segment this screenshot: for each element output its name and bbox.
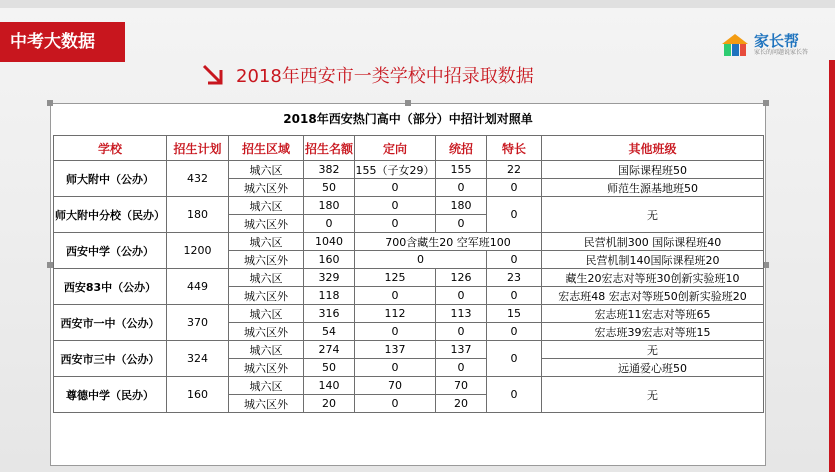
right-accent-bar	[829, 60, 835, 472]
header-special: 特长	[487, 136, 542, 161]
directed-cell: 70	[355, 377, 436, 395]
quota-cell: 50	[304, 359, 355, 377]
table-row	[54, 305, 764, 323]
other-classes-cell: 远通爱心班50	[542, 359, 764, 377]
region-cell: 城六区	[229, 341, 304, 359]
other-classes-cell: 民营机制300 国际课程班40	[542, 233, 764, 251]
unified-cell: 113	[436, 305, 487, 323]
directed-cell: 0	[355, 251, 487, 269]
quota-cell: 20	[304, 395, 355, 413]
table-title: 2018年西安热门高中（部分）中招计划对照单	[283, 112, 533, 126]
special-cell: 0	[487, 179, 542, 197]
school-name: 西安市一中（公办）	[54, 305, 167, 341]
directed-cell: 0	[355, 359, 436, 377]
school-name: 西安83中（公办）	[54, 269, 167, 305]
header-region: 招生区域	[229, 136, 304, 161]
header-school: 学校	[54, 136, 167, 161]
special-cell: 0	[487, 323, 542, 341]
directed-cell: 0	[355, 323, 436, 341]
directed-cell: 0	[355, 197, 436, 215]
plan-cell: 449	[167, 269, 229, 305]
other-classes-cell: 国际课程班50	[542, 161, 764, 179]
unified-cell: 0	[436, 359, 487, 377]
quota-cell: 180	[304, 197, 355, 215]
other-classes-cell: 无	[542, 377, 764, 413]
region-cell: 城六区	[229, 377, 304, 395]
header-plan: 招生计划	[167, 136, 229, 161]
arrow-down-right-icon	[200, 62, 226, 88]
region-cell: 城六区	[229, 305, 304, 323]
unified-cell: 20	[436, 395, 487, 413]
region-cell: 城六区	[229, 269, 304, 287]
directed-cell: 137	[355, 341, 436, 359]
other-classes-cell: 民营机制140国际课程班20	[542, 251, 764, 269]
table-row	[54, 233, 764, 251]
directed-cell: 112	[355, 305, 436, 323]
directed-cell: 0	[355, 395, 436, 413]
other-classes-cell: 宏志班48 宏志对等班50创新实验班20	[542, 287, 764, 305]
special-cell: 15	[487, 305, 542, 323]
quota-cell: 1040	[304, 233, 355, 251]
region-cell: 城六区外	[229, 251, 304, 269]
plan-cell: 370	[167, 305, 229, 341]
region-cell: 城六区外	[229, 287, 304, 305]
quota-cell: 382	[304, 161, 355, 179]
quota-cell: 0	[304, 215, 355, 233]
region-cell: 城六区外	[229, 323, 304, 341]
other-classes-cell: 宏志班39宏志对等班15	[542, 323, 764, 341]
unified-cell: 70	[436, 377, 487, 395]
plan-cell: 432	[167, 161, 229, 197]
special-cell: 0	[487, 377, 542, 413]
quota-cell: 50	[304, 179, 355, 197]
quota-cell: 140	[304, 377, 355, 395]
plan-cell: 1200	[167, 233, 229, 269]
special-cell: 0	[487, 251, 542, 269]
quota-cell: 160	[304, 251, 355, 269]
quota-cell: 118	[304, 287, 355, 305]
special-cell: 23	[487, 269, 542, 287]
quota-cell: 316	[304, 305, 355, 323]
directed-cell: 0	[355, 287, 436, 305]
directed-cell: 0	[355, 215, 436, 233]
header-other-classes: 其他班级	[542, 136, 764, 161]
table-row	[54, 197, 764, 215]
school-name: 师大附中（公办）	[54, 161, 167, 197]
house-logo-icon	[720, 32, 750, 58]
school-name: 尊德中学（民办）	[54, 377, 167, 413]
table-header-row	[54, 136, 764, 161]
other-classes-cell: 藏生20宏志对等班30创新实验班10	[542, 269, 764, 287]
plan-cell: 160	[167, 377, 229, 413]
merged-directed-cell: 700含藏生20 空军班100	[355, 233, 542, 251]
unified-cell: 0	[436, 179, 487, 197]
special-cell: 22	[487, 161, 542, 179]
region-cell: 城六区	[229, 161, 304, 179]
corner-tag: 中考大数据	[0, 22, 125, 62]
special-cell: 0	[487, 341, 542, 377]
headline	[200, 62, 534, 88]
directed-cell: 0	[355, 179, 436, 197]
region-cell: 城六区	[229, 197, 304, 215]
logo-tagline: 家长的问题说家长答	[754, 49, 809, 56]
logo	[720, 28, 808, 62]
unified-cell: 126	[436, 269, 487, 287]
admission-table	[53, 135, 764, 413]
unified-cell: 180	[436, 197, 487, 215]
resize-handle-tl[interactable]	[47, 100, 53, 106]
quota-cell: 329	[304, 269, 355, 287]
special-cell: 0	[487, 287, 542, 305]
plan-cell: 324	[167, 341, 229, 377]
school-name: 西安中学（公办）	[54, 233, 167, 269]
table-row	[54, 341, 764, 359]
plan-cell: 180	[167, 197, 229, 233]
header-unified: 统招	[436, 136, 487, 161]
region-cell: 城六区外	[229, 359, 304, 377]
region-cell: 城六区外	[229, 395, 304, 413]
header-quota: 招生名额	[304, 136, 355, 161]
region-cell: 城六区外	[229, 179, 304, 197]
school-name: 西安市三中（公办）	[54, 341, 167, 377]
table-row	[54, 161, 764, 179]
unified-cell: 0	[436, 287, 487, 305]
table-row	[54, 377, 764, 395]
unified-cell: 137	[436, 341, 487, 359]
region-cell: 城六区外	[229, 215, 304, 233]
quota-cell: 274	[304, 341, 355, 359]
top-stripe	[0, 0, 835, 8]
quota-cell: 54	[304, 323, 355, 341]
directed-cell: 125	[355, 269, 436, 287]
logo-name: 家长帮	[754, 32, 800, 50]
resize-handle-tr[interactable]	[763, 100, 769, 106]
other-classes-cell: 无	[542, 341, 764, 359]
other-classes-cell: 师范生源基地班50	[542, 179, 764, 197]
other-classes-cell: 宏志班11宏志对等班65	[542, 305, 764, 323]
unified-cell: 155	[436, 161, 487, 179]
special-cell: 0	[487, 197, 542, 233]
headline-text: 2018年西安市一类学校中招录取数据	[236, 66, 534, 87]
region-cell: 城六区	[229, 233, 304, 251]
header-directed: 定向	[355, 136, 436, 161]
directed-cell: 155（子女29）	[355, 161, 436, 179]
unified-cell: 0	[436, 215, 487, 233]
resize-handle-tm[interactable]	[405, 100, 411, 106]
school-name: 师大附中分校（民办）	[54, 197, 167, 233]
unified-cell: 0	[436, 323, 487, 341]
other-classes-cell: 无	[542, 197, 764, 233]
table-row	[54, 269, 764, 287]
